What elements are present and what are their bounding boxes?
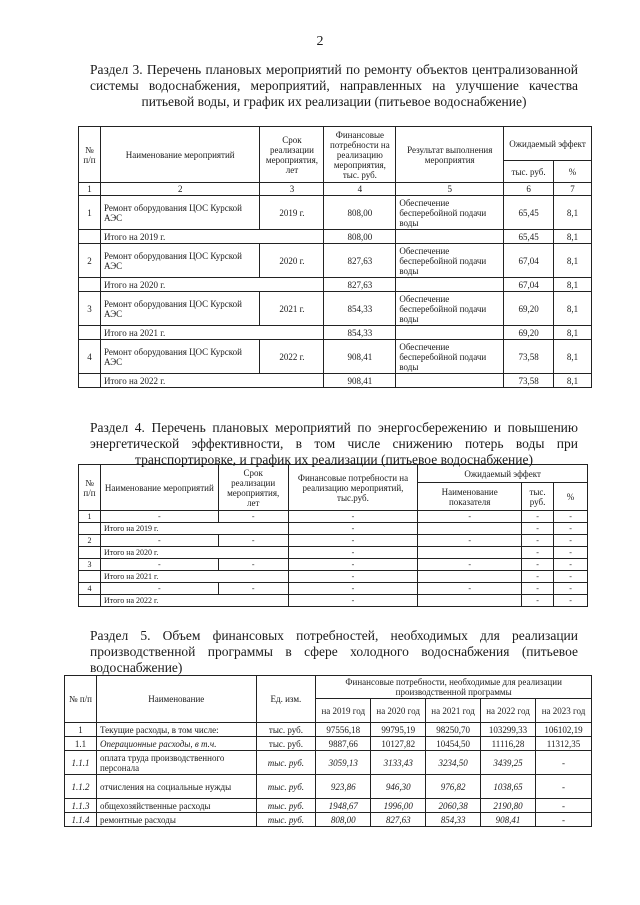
s3-total-label: Итого на 2020 г. bbox=[100, 278, 323, 292]
s3-total-label: Итого на 2019 г. bbox=[100, 230, 323, 244]
s4-dash: - bbox=[100, 583, 218, 595]
s5-row-value: 923,86 bbox=[316, 775, 371, 799]
s3-total-finance: 808,00 bbox=[324, 230, 396, 244]
s4-dash: - bbox=[522, 523, 554, 535]
s4-dash: - bbox=[554, 535, 588, 547]
s3-total-effect: 65,45 bbox=[504, 230, 554, 244]
s4-dash: - bbox=[288, 535, 418, 547]
s3-total-finance: 908,41 bbox=[324, 374, 396, 388]
s5-header-name: Наименование bbox=[96, 676, 256, 723]
s3-row-pct: 8,1 bbox=[554, 244, 592, 278]
s4-dash: - bbox=[522, 595, 554, 607]
s3-header-term: Срок реализации мероприятия, лет bbox=[260, 127, 324, 183]
s4-total-label: Итого на 2022 г. bbox=[100, 595, 288, 607]
s5-row-value: 103299,33 bbox=[481, 723, 536, 737]
s5-row-value: 97556,18 bbox=[316, 723, 371, 737]
s3-colnum: 7 bbox=[554, 183, 592, 196]
s4-dash: - bbox=[522, 511, 554, 523]
s3-header-effect: Ожидаемый эффект bbox=[504, 127, 592, 161]
s4-header-num: № п/п bbox=[79, 465, 101, 511]
s3-total-pct: 8,1 bbox=[554, 278, 592, 292]
s5-header-year: на 2019 год bbox=[316, 699, 371, 723]
s5-row-unit: тыс. руб. bbox=[256, 799, 316, 813]
s4-dash: - bbox=[100, 511, 218, 523]
s4-dash: - bbox=[100, 559, 218, 571]
s4-header-unit: тыс. руб. bbox=[522, 483, 554, 511]
s3-row-name: Ремонт оборудования ЦОС Курской АЭС bbox=[100, 292, 260, 326]
s3-row-term: 2022 г. bbox=[260, 340, 324, 374]
s5-row-name: отчисления на социальные нужды bbox=[96, 775, 256, 799]
s3-row-result: Обеспечение бесперебойной подачи воды bbox=[396, 292, 504, 326]
s5-header-year: на 2023 год bbox=[535, 699, 591, 723]
s4-dash: - bbox=[218, 535, 288, 547]
s4-dash: - bbox=[418, 511, 522, 523]
s4-dash: - bbox=[554, 571, 588, 583]
s3-header-unit: тыс. руб. bbox=[504, 161, 554, 183]
s4-dash: - bbox=[522, 583, 554, 595]
s5-row-value: 1038,65 bbox=[481, 775, 536, 799]
s4-dash: - bbox=[100, 535, 218, 547]
s4-dash: - bbox=[288, 547, 418, 559]
s3-row-term: 2020 г. bbox=[260, 244, 324, 278]
s5-row-num: 1.1.4 bbox=[65, 813, 97, 827]
s5-row-num: 1.1 bbox=[65, 737, 97, 751]
s3-colnum: 2 bbox=[100, 183, 260, 196]
s3-header-num: № п/п bbox=[79, 127, 101, 183]
s3-colnum: 1 bbox=[79, 183, 101, 196]
s3-total-label: Итого на 2022 г. bbox=[100, 374, 323, 388]
s3-colnum: 3 bbox=[260, 183, 324, 196]
s5-row-unit: тыс. руб. bbox=[256, 751, 316, 775]
s4-dash: - bbox=[418, 583, 522, 595]
s3-row-result: Обеспечение бесперебойной подачи воды bbox=[396, 196, 504, 230]
s3-row-term: 2021 г. bbox=[260, 292, 324, 326]
s3-total-label: Итого на 2021 г. bbox=[100, 326, 323, 340]
s4-total-label: Итого на 2019 г. bbox=[100, 523, 288, 535]
s5-row-value: 99795,19 bbox=[371, 723, 426, 737]
s3-total-effect: 73,58 bbox=[504, 374, 554, 388]
s3-row-num: 2 bbox=[79, 244, 101, 278]
s3-row-num: 3 bbox=[79, 292, 101, 326]
s4-dash: - bbox=[554, 595, 588, 607]
s4-dash: - bbox=[218, 559, 288, 571]
s4-header-term: Срок реализации мероприятия, лет bbox=[218, 465, 288, 511]
s5-row-value: 9887,66 bbox=[316, 737, 371, 751]
s4-dash: - bbox=[522, 559, 554, 571]
s4-header-name: Наименование мероприятий bbox=[100, 465, 218, 511]
s3-total-finance: 854,33 bbox=[324, 326, 396, 340]
s3-row-pct: 8,1 bbox=[554, 340, 592, 374]
s4-dash: - bbox=[218, 511, 288, 523]
s3-row-num: 4 bbox=[79, 340, 101, 374]
s5-row-num: 1.1.2 bbox=[65, 775, 97, 799]
s4-dash: - bbox=[288, 523, 418, 535]
s3-row-term: 2019 г. bbox=[260, 196, 324, 230]
s3-colnum: 6 bbox=[504, 183, 554, 196]
s3-row-effect: 65,45 bbox=[504, 196, 554, 230]
s5-row-unit: тыс. руб. bbox=[256, 813, 316, 827]
s5-row-value: 10127,82 bbox=[371, 737, 426, 751]
s5-row-value: 10454,50 bbox=[426, 737, 481, 751]
section3-title: Раздел 3. Перечень плановых мероприятий по ремонту объектов централизованной системы водоснабжения, мероприятий, направленных на улучшение качества питьевой воды, и график их реализации (питьевое водоснабжение) bbox=[90, 62, 578, 109]
s5-row-value: 3439,25 bbox=[481, 751, 536, 775]
s3-row-effect: 73,58 bbox=[504, 340, 554, 374]
s3-header-pct: % bbox=[554, 161, 592, 183]
s5-header-year: на 2021 год bbox=[426, 699, 481, 723]
s5-row-value: 854,33 bbox=[426, 813, 481, 827]
s5-row-value: 2190,80 bbox=[481, 799, 536, 813]
section4-table bbox=[78, 464, 588, 607]
s5-row-value: 3234,50 bbox=[426, 751, 481, 775]
s4-dash: - bbox=[554, 547, 588, 559]
s4-dash: - bbox=[522, 571, 554, 583]
s5-row-name: Текущие расходы, в том числе: bbox=[96, 723, 256, 737]
s3-colnum: 4 bbox=[324, 183, 396, 196]
section3-table bbox=[78, 126, 592, 388]
s3-header-finance: Финансовые потребности на реализацию мероприятия, тыс. руб. bbox=[324, 127, 396, 183]
s3-row-finance: 908,41 bbox=[324, 340, 396, 374]
s5-header-finance: Финансовые потребности, необходимые для реализации производственной программы bbox=[316, 676, 592, 699]
s5-row-value: - bbox=[535, 799, 591, 813]
s4-dash: - bbox=[554, 511, 588, 523]
s3-row-effect: 67,04 bbox=[504, 244, 554, 278]
s3-row-num: 1 bbox=[79, 196, 101, 230]
s3-total-pct: 8,1 bbox=[554, 230, 592, 244]
s5-row-unit: тыс. руб. bbox=[256, 723, 316, 737]
section5-title: Раздел 5. Объем финансовых потребностей, необходимых для реализации производственной программы в сфере холодного водоснабжения (питьевое водоснабжение) bbox=[90, 628, 578, 675]
s4-row-num: 1 bbox=[79, 511, 101, 523]
s3-row-name: Ремонт оборудования ЦОС Курской АЭС bbox=[100, 244, 260, 278]
s5-row-value: 3133,43 bbox=[371, 751, 426, 775]
s5-row-value: 946,30 bbox=[371, 775, 426, 799]
s3-row-result: Обеспечение бесперебойной подачи воды bbox=[396, 244, 504, 278]
s4-dash: - bbox=[288, 583, 418, 595]
s3-total-effect: 69,20 bbox=[504, 326, 554, 340]
s4-header-finance: Финансовые потребности на реализацию мероприятий, тыс.руб. bbox=[288, 465, 418, 511]
s3-row-result: Обеспечение бесперебойной подачи воды bbox=[396, 340, 504, 374]
s4-row-num: 2 bbox=[79, 535, 101, 547]
s5-row-value: 11116,28 bbox=[481, 737, 536, 751]
s4-dash: - bbox=[418, 535, 522, 547]
s5-row-name: общехозяйственные расходы bbox=[96, 799, 256, 813]
section5-table bbox=[64, 675, 592, 827]
s5-row-value: 106102,19 bbox=[535, 723, 591, 737]
s3-total-effect: 67,04 bbox=[504, 278, 554, 292]
s5-row-value: 827,63 bbox=[371, 813, 426, 827]
s5-row-name: Операционные расходы, в т.ч. bbox=[96, 737, 256, 751]
s4-row-num: 4 bbox=[79, 583, 101, 595]
s4-dash: - bbox=[288, 571, 418, 583]
s5-row-value: 1996,00 bbox=[371, 799, 426, 813]
s4-total-label: Итого на 2020 г. bbox=[100, 547, 288, 559]
s5-row-value: 11312,35 bbox=[535, 737, 591, 751]
section4-title: Раздел 4. Перечень плановых мероприятий по энергосбережению и повышению энергетической эффективности, в том числе снижению потерь воды при транспортировке, и график их реализации (питьевое водоснабжение) bbox=[90, 420, 578, 467]
s4-dash: - bbox=[288, 595, 418, 607]
s5-row-value: 908,41 bbox=[481, 813, 536, 827]
s5-row-value: - bbox=[535, 751, 591, 775]
s5-row-name: ремонтные расходы bbox=[96, 813, 256, 827]
s3-header-name: Наименование мероприятий bbox=[100, 127, 260, 183]
s3-header-result: Результат выполнения мероприятия bbox=[396, 127, 504, 183]
s5-row-unit: тыс. руб. bbox=[256, 737, 316, 751]
s4-dash: - bbox=[522, 547, 554, 559]
s4-dash: - bbox=[218, 583, 288, 595]
s5-row-value: 2060,38 bbox=[426, 799, 481, 813]
s5-header-num: № п/п bbox=[65, 676, 97, 723]
s4-dash: - bbox=[418, 559, 522, 571]
s4-header-indicator: Наименование показателя bbox=[418, 483, 522, 511]
s3-row-pct: 8,1 bbox=[554, 292, 592, 326]
s3-colnum: 5 bbox=[396, 183, 504, 196]
s3-row-finance: 827,63 bbox=[324, 244, 396, 278]
s5-row-value: 808,00 bbox=[316, 813, 371, 827]
s5-header-unit: Ед. изм. bbox=[256, 676, 316, 723]
s5-header-year: на 2022 год bbox=[481, 699, 536, 723]
s4-dash: - bbox=[554, 583, 588, 595]
s5-row-num: 1 bbox=[65, 723, 97, 737]
s4-dash: - bbox=[288, 559, 418, 571]
s4-header-pct: % bbox=[554, 483, 588, 511]
s5-row-unit: тыс. руб. bbox=[256, 775, 316, 799]
s3-total-finance: 827,63 bbox=[324, 278, 396, 292]
s4-dash: - bbox=[554, 559, 588, 571]
s5-row-num: 1.1.1 bbox=[65, 751, 97, 775]
s5-row-value: 98250,70 bbox=[426, 723, 481, 737]
page-number: 2 bbox=[316, 34, 324, 49]
s5-row-value: 1948,67 bbox=[316, 799, 371, 813]
s5-row-value: - bbox=[535, 775, 591, 799]
s4-dash: - bbox=[554, 523, 588, 535]
s3-row-finance: 854,33 bbox=[324, 292, 396, 326]
s3-row-pct: 8,1 bbox=[554, 196, 592, 230]
s4-header-effect: Ожидаемый эффект bbox=[418, 465, 588, 483]
s5-row-num: 1.1.3 bbox=[65, 799, 97, 813]
s3-row-effect: 69,20 bbox=[504, 292, 554, 326]
s5-row-value: 3059,13 bbox=[316, 751, 371, 775]
s5-row-value: - bbox=[535, 813, 591, 827]
s4-dash: - bbox=[522, 535, 554, 547]
s4-dash: - bbox=[288, 511, 418, 523]
s3-row-name: Ремонт оборудования ЦОС Курской АЭС bbox=[100, 340, 260, 374]
s5-row-name: оплата труда производственного персонала bbox=[96, 751, 256, 775]
s3-row-finance: 808,00 bbox=[324, 196, 396, 230]
s5-header-year: на 2020 год bbox=[371, 699, 426, 723]
s3-total-pct: 8,1 bbox=[554, 326, 592, 340]
s3-row-name: Ремонт оборудования ЦОС Курской АЭС bbox=[100, 196, 260, 230]
s4-row-num: 3 bbox=[79, 559, 101, 571]
s4-total-label: Итого на 2021 г. bbox=[100, 571, 288, 583]
s3-total-pct: 8,1 bbox=[554, 374, 592, 388]
s5-row-value: 976,82 bbox=[426, 775, 481, 799]
